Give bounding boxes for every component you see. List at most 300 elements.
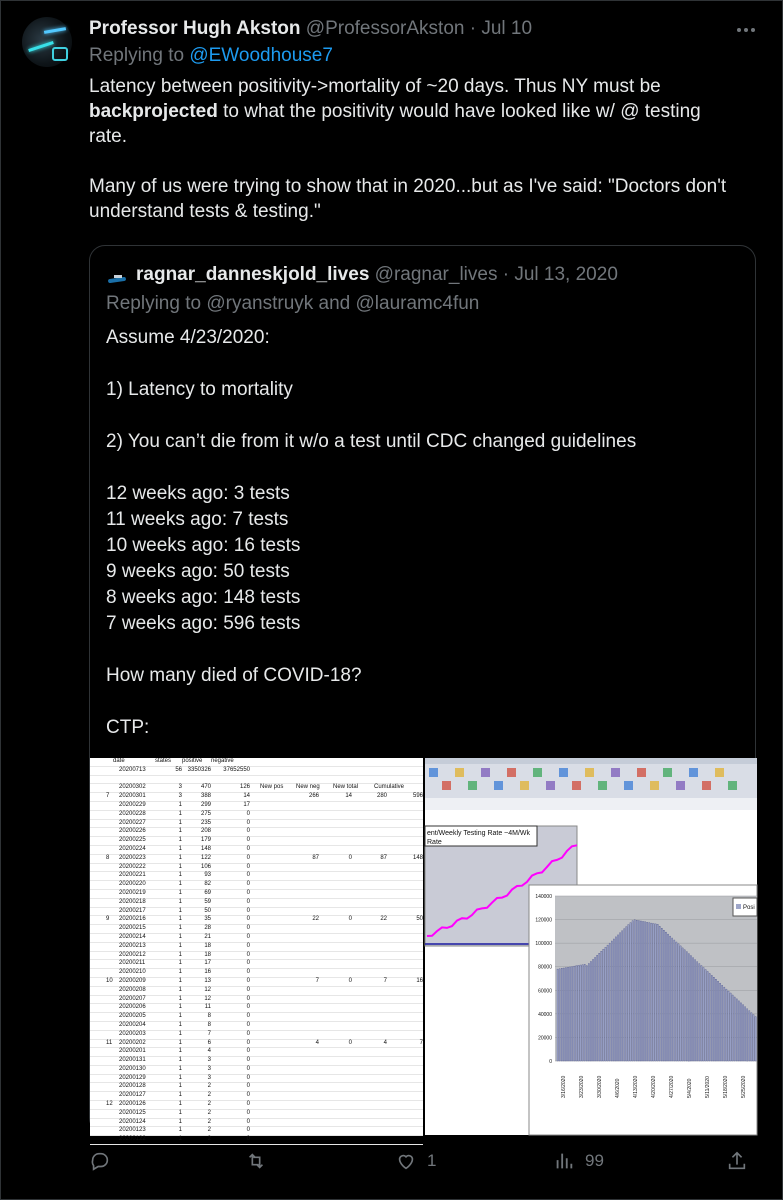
sheet-cell: 87	[312, 854, 319, 861]
sheet-row	[90, 820, 423, 829]
author-name[interactable]: Professor Hugh Akston	[89, 18, 301, 39]
sheet-cell: 0	[246, 881, 250, 888]
views-button[interactable]	[553, 1150, 604, 1172]
sheet-cell: 0	[246, 1109, 250, 1116]
positives-bar	[628, 925, 629, 1061]
sheet-header-cell: Cumulative	[374, 784, 405, 791]
sheet-cell: 3350326	[187, 766, 211, 773]
x-tick-label: 5/25/2020	[741, 1075, 747, 1098]
sheet-cell: 0	[246, 1057, 250, 1064]
toolbar-icon	[663, 768, 672, 777]
y-tick-label: 60000	[538, 988, 552, 995]
sheet-cell: 20200203	[119, 1030, 146, 1037]
positives-bar	[695, 960, 696, 1061]
sheet-row	[90, 784, 423, 793]
x-tick-label: 5/18/2020	[723, 1075, 729, 1098]
sheet-cell: 20200205	[119, 1013, 146, 1020]
x-tick-label: 4/6/2020	[615, 1078, 621, 1098]
sheet-cell: 3	[207, 1074, 211, 1081]
sheet-cell: 0	[246, 1065, 250, 1072]
positives-bar	[603, 949, 604, 1061]
positives-bar	[572, 967, 573, 1062]
quoted-replying-to: Replying to @ryanstruyk and @lauramc4fun	[106, 293, 480, 314]
sheet-cell: 1	[178, 881, 182, 888]
sheet-cell: 20200218	[119, 898, 146, 905]
toolbar-icon	[650, 781, 659, 790]
sheet-row	[90, 996, 423, 1005]
toolbar-icon	[572, 781, 581, 790]
positives-bar	[653, 924, 654, 1062]
views-count: 99	[585, 1151, 604, 1170]
sheet-week-label: 10	[106, 977, 113, 984]
sheet-cell: 1	[178, 1101, 182, 1108]
toolbar-icon	[715, 768, 724, 777]
positives-bar	[559, 969, 560, 1061]
sheet-row	[90, 925, 423, 934]
sheet-cell: 1	[178, 1118, 182, 1125]
positives-bar	[707, 971, 708, 1061]
sheet-cell: 470	[200, 784, 211, 791]
sheet-cell: 1	[178, 1065, 182, 1072]
sheet-cell: 20200215	[119, 925, 146, 932]
positives-bar	[630, 923, 631, 1061]
sheet-cell: 20200124	[119, 1118, 146, 1125]
sheet-cell: 1	[178, 828, 182, 835]
sheet-cell: 20200216	[119, 916, 146, 923]
quoted-header: ragnar_danneskjold_lives @ragnar_lives · Jul 13, 2020	[136, 264, 618, 285]
positives-bar	[711, 975, 712, 1061]
sheet-cell: 37652550	[223, 766, 250, 773]
sheet-cell: 50	[204, 907, 211, 914]
sheet-cell: 0	[246, 1004, 250, 1011]
legend-swatch	[736, 904, 741, 909]
positives-bar	[605, 947, 606, 1061]
sheet-cell: 35	[204, 916, 211, 923]
positives-bar	[692, 958, 693, 1061]
charts-image[interactable]	[425, 758, 757, 1135]
positives-bar	[686, 952, 687, 1061]
sheet-cell: 596	[412, 793, 423, 800]
toolbar-icon	[676, 781, 685, 790]
sheet-row	[90, 776, 423, 785]
positives-bar	[613, 939, 614, 1061]
sheet-row	[90, 881, 423, 890]
sheet-cell: 0	[246, 1030, 250, 1037]
positives-bar	[595, 957, 596, 1061]
toolbar-icon	[598, 781, 607, 790]
sheet-cell: 0	[246, 907, 250, 914]
sheet-cell: 2	[207, 1127, 211, 1134]
quoted-text: Assume 4/23/2020: 1) Latency to mortality 2) You can’t die from it w/o a test until CDC changed guidelines 12 weeks ago: 3 tests 11 weeks ago: 7 tests 10 weeks ago: 16 tests 9 weeks ago: 50 tests 8 weeks ago: 148 tests 7 weeks ago: 596 tests How many died of COVID-18? CTP:	[106, 327, 637, 738]
positives-bar	[638, 921, 639, 1061]
sheet-cell: 1	[178, 854, 182, 861]
positives-bar	[672, 938, 673, 1061]
positives-bar	[649, 923, 650, 1061]
sheet-cell: 69	[204, 889, 211, 896]
positives-bar	[697, 962, 698, 1061]
sheet-cell: 0	[246, 1101, 250, 1108]
sheet-cell: 0	[246, 916, 250, 923]
sheet-cell: 0	[246, 1127, 250, 1134]
sheet-cell: 0	[246, 1039, 250, 1046]
quoted-media[interactable]	[90, 758, 757, 1143]
sheet-cell: 1	[178, 916, 182, 923]
toolbar-icon	[429, 768, 438, 777]
toolbar-icon	[611, 768, 620, 777]
sheet-row	[90, 987, 423, 996]
sheet-cell: 1	[178, 960, 182, 967]
sheet-cell: 82	[204, 881, 211, 888]
sheet-header-cell: New pos	[260, 784, 284, 791]
sheet-cell: 0	[348, 916, 352, 923]
reply-icon	[89, 1150, 111, 1172]
positives-bar	[667, 934, 668, 1061]
replying-to: Replying to @EWoodhouse7	[89, 45, 333, 66]
sheet-cell: 0	[348, 1039, 352, 1046]
sheet-cell: 1	[178, 889, 182, 896]
sheet-cell: 179	[200, 837, 211, 844]
sheet-cell: 87	[380, 854, 387, 861]
quoted-author-handle: @ragnar_lives	[374, 264, 498, 285]
sheet-cell: 22	[380, 916, 387, 923]
sheet-header-cell: New total	[333, 784, 359, 791]
sheet-header-cell: states	[155, 758, 172, 764]
positives-bar	[730, 993, 731, 1061]
positives-bar	[647, 922, 648, 1061]
sheet-cell: 21	[204, 933, 211, 940]
y-tick-label: 120000	[535, 917, 552, 924]
sheet-cell: 20200126	[119, 1101, 146, 1108]
sheet-cell: 4	[315, 1039, 319, 1046]
sheet-cell: 0	[246, 1021, 250, 1028]
sheet-cell: 7	[207, 1030, 211, 1037]
positives-bar	[634, 920, 635, 1061]
sheet-cell: 1	[178, 1048, 182, 1055]
sheet-cell: 0	[246, 960, 250, 967]
x-tick-label: 4/13/2020	[633, 1075, 639, 1098]
positives-bar	[611, 941, 612, 1061]
sheet-row	[90, 1127, 423, 1136]
sheet-cell: 0	[246, 810, 250, 817]
sheet-cell: 0	[246, 819, 250, 826]
reply-button[interactable]	[89, 1150, 121, 1172]
sheet-cell: 20200122	[119, 1136, 146, 1143]
sheet-cell: 1	[178, 837, 182, 844]
positives-bar	[722, 985, 723, 1061]
retweet-button[interactable]	[245, 1150, 277, 1172]
positives-bar	[670, 936, 671, 1061]
positives-bar	[636, 920, 637, 1061]
sheet-cell: 1	[178, 863, 182, 870]
sheet-cell: 0	[246, 942, 250, 949]
sheet-row	[90, 1066, 423, 1075]
sheet-cell: 1	[178, 907, 182, 914]
positives-bar	[557, 969, 558, 1061]
positives-bar	[736, 999, 737, 1061]
y-tick-label: 20000	[538, 1035, 552, 1042]
x-tick-label: 3/30/2020	[597, 1075, 603, 1098]
sheet-cell: 20200130	[119, 1065, 146, 1072]
positives-bar	[565, 968, 566, 1061]
positives-bar	[663, 930, 664, 1061]
toolbar-icon	[728, 781, 737, 790]
sheet-cell: 20200217	[119, 907, 146, 914]
sheet-row	[90, 828, 423, 837]
positives-bar	[574, 966, 575, 1061]
sheet-cell: 28	[204, 925, 211, 932]
sheet-cell: 93	[204, 872, 211, 879]
positives-bar	[567, 967, 568, 1061]
sheet-week-label: 12	[106, 1101, 113, 1108]
share-button[interactable]	[726, 1150, 748, 1172]
sheet-cell: 20200222	[119, 863, 146, 870]
author-handle[interactable]: @ProfessorAkston	[305, 18, 465, 39]
positives-bar	[705, 970, 706, 1062]
y-tick-label: 40000	[538, 1011, 552, 1018]
toolbar-icon	[468, 781, 477, 790]
sheet-cell: 20200302	[119, 784, 146, 791]
sheet-cell: 126	[239, 784, 250, 791]
sheet-cell: 1	[178, 1109, 182, 1116]
positives-bar	[751, 1013, 752, 1061]
x-tick-label: 5/11/2020	[705, 1076, 711, 1098]
sheet-cell: 16	[416, 977, 423, 984]
positives-bar	[732, 995, 733, 1061]
positives-bar	[740, 1003, 741, 1061]
sheet-cell: 20200220	[119, 881, 146, 888]
sheet-row	[90, 864, 423, 873]
sheet-cell: 235	[200, 819, 211, 826]
positives-bar	[590, 962, 591, 1062]
sheet-cell: 0	[246, 845, 250, 852]
sheet-cell: 20200128	[119, 1083, 146, 1090]
sheet-cell: 299	[200, 801, 211, 808]
sheet-header-cell: positive	[182, 758, 203, 764]
sheet-row	[90, 1101, 423, 1110]
sheet-cell: 0	[246, 951, 250, 958]
positives-bar	[655, 924, 656, 1061]
sheet-cell: 20200213	[119, 942, 146, 949]
sheet-row	[90, 802, 423, 811]
sheet-cell: 20200131	[119, 1057, 146, 1064]
sheet-cell: 20200713	[119, 766, 146, 773]
positives-bar	[747, 1009, 748, 1061]
sheet-cell: 20200129	[119, 1074, 146, 1081]
sheet-cell: 1	[178, 1057, 182, 1064]
sheet-header-cell: negative	[211, 758, 234, 764]
x-tick-label: 4/20/2020	[651, 1075, 657, 1098]
quoted-author-name: ragnar_danneskjold_lives	[136, 264, 370, 285]
sheet-cell: 1	[178, 1030, 182, 1037]
toolbar-icon	[689, 768, 698, 777]
positives-bar	[586, 966, 587, 1061]
charts-screenshot	[425, 758, 757, 1135]
sheet-cell: 0	[246, 1092, 250, 1099]
sheet-cell: 2	[207, 1092, 211, 1099]
spreadsheet	[90, 758, 423, 1145]
positives-bar	[688, 954, 689, 1061]
sheet-cell: 20200212	[119, 951, 146, 958]
sheet-cell: 0	[246, 1136, 250, 1143]
sheet-cell: 20200125	[119, 1109, 146, 1116]
sheet-header-cell: date	[113, 758, 125, 764]
sheet-cell: 4	[207, 1048, 211, 1055]
sheet-cell: 16	[204, 969, 211, 976]
sheet-cell: 1	[178, 977, 182, 984]
positives-bar	[709, 973, 710, 1061]
positives-bar	[738, 1001, 739, 1061]
positives-bar	[578, 965, 579, 1061]
positives-bar	[701, 966, 702, 1062]
sheet-week-label: 11	[106, 1039, 113, 1046]
positives-bar	[676, 942, 677, 1061]
sheet-cell: 8	[207, 1013, 211, 1020]
positives-bar	[561, 968, 562, 1061]
sheet-cell: 59	[204, 898, 211, 905]
sheet-cell: 1	[178, 1083, 182, 1090]
sheet-cell: 2	[207, 1083, 211, 1090]
sheet-week-label: 7	[106, 793, 110, 800]
positives-bar	[651, 923, 652, 1061]
tweet-date[interactable]: Jul 10	[481, 18, 533, 39]
sheet-cell: 1	[178, 951, 182, 958]
positives-bar	[728, 991, 729, 1061]
sheet-cell: 20200223	[119, 854, 146, 861]
spreadsheet-image[interactable]	[90, 758, 423, 1143]
sheet-cell: 20200123	[119, 1127, 146, 1134]
x-tick-label: 3/16/2020	[561, 1075, 567, 1098]
positives-bar	[734, 997, 735, 1061]
y-tick-label: 140000	[535, 894, 552, 900]
sheet-cell: 148	[200, 845, 211, 852]
sheet-cell: 6	[207, 1039, 211, 1046]
sheet-cell: 20200225	[119, 837, 146, 844]
sheet-row	[90, 793, 423, 802]
quoted-tweet[interactable]	[89, 245, 756, 1143]
y-tick-label: 0	[549, 1059, 552, 1065]
positives-bar	[642, 921, 643, 1061]
sheet-cell: 0	[246, 898, 250, 905]
more-options-icon[interactable]	[734, 20, 758, 40]
sheet-cell: 0	[246, 854, 250, 861]
sheet-cell: 3	[207, 1065, 211, 1072]
positives-bar	[724, 987, 725, 1061]
sheet-cell: 1	[178, 986, 182, 993]
positives-bar	[588, 964, 589, 1062]
positives-bar	[582, 965, 583, 1061]
positives-bar	[680, 946, 681, 1061]
sheet-cell: 0	[246, 995, 250, 1002]
sheet-row	[90, 943, 423, 952]
testing-chart-title2: Rate	[427, 839, 442, 846]
sheet-cell: 1	[178, 819, 182, 826]
action-bar	[89, 1150, 759, 1180]
author-avatar[interactable]	[22, 17, 72, 67]
replying-to-handle[interactable]: @EWoodhouse7	[189, 45, 333, 66]
sheet-cell: 106	[200, 863, 211, 870]
x-tick-label: 4/27/2020	[669, 1075, 675, 1098]
sheet-row	[90, 855, 423, 864]
positives-bar	[682, 948, 683, 1061]
toolbar-icon	[494, 781, 503, 790]
sheet-week-label: 8	[106, 854, 110, 861]
sheet-cell: 3	[178, 793, 182, 800]
retweet-icon	[245, 1150, 267, 1172]
x-tick-label: 3/23/2020	[579, 1075, 585, 1098]
positives-bar	[742, 1005, 743, 1061]
positives-bar	[674, 940, 675, 1061]
sheet-cell: 20200209	[119, 977, 146, 984]
positives-bar	[749, 1011, 750, 1061]
positives-bar	[615, 937, 616, 1061]
toolbar-icon	[559, 768, 568, 777]
positives-bar	[699, 964, 700, 1061]
sheet-cell: 20200301	[119, 793, 146, 800]
sheet-row	[90, 1031, 423, 1040]
sheet-cell: 1	[178, 1127, 182, 1134]
sheet-cell: 2	[207, 1118, 211, 1125]
sheet-cell: 7	[419, 1039, 423, 1046]
positives-bar	[597, 955, 598, 1061]
sheet-cell: 50	[416, 916, 423, 923]
sheet-cell: 1	[178, 1092, 182, 1099]
positives-bar	[755, 1017, 756, 1061]
positives-bar	[626, 927, 627, 1061]
sheet-cell: 388	[200, 793, 211, 800]
sheet-cell: 7	[315, 977, 319, 984]
sheet-cell: 1	[178, 1136, 182, 1143]
sheet-row	[90, 1092, 423, 1101]
sheet-cell: 0	[246, 1048, 250, 1055]
sheet-cell: 1	[178, 925, 182, 932]
sheet-cell: 1	[178, 801, 182, 808]
positives-bar	[684, 950, 685, 1061]
positives-bar	[607, 945, 608, 1061]
sheet-cell: 8	[207, 1021, 211, 1028]
sheet-cell: 1	[178, 969, 182, 976]
sheet-cell: 122	[200, 854, 211, 861]
sheet-cell: 1	[178, 872, 182, 879]
positives-bar	[592, 959, 593, 1061]
positives-bar	[726, 989, 727, 1061]
sheet-cell: 2	[207, 1136, 211, 1143]
sheet-row	[90, 1048, 423, 1057]
positives-bar	[640, 921, 641, 1061]
positives-bar	[717, 981, 718, 1061]
sheet-cell: 0	[246, 863, 250, 870]
sheet-cell: 4	[383, 1039, 387, 1046]
positives-bar	[720, 983, 721, 1061]
sheet-cell: 20200226	[119, 828, 146, 835]
sheet-row	[90, 916, 423, 925]
sheet-cell: 20200228	[119, 810, 146, 817]
sheet-cell: 20200224	[119, 845, 146, 852]
sheet-week-label: 9	[106, 916, 110, 923]
toolbar-icon	[637, 768, 646, 777]
positives-bar	[624, 929, 625, 1061]
sheet-cell: 20200210	[119, 969, 146, 976]
sheet-cell: 22	[312, 916, 319, 923]
sheet-cell: 3	[178, 784, 182, 791]
sheet-cell: 0	[348, 854, 352, 861]
sheet-cell: 20200227	[119, 819, 146, 826]
like-button[interactable]	[395, 1150, 436, 1172]
positives-bar	[745, 1007, 746, 1061]
sheet-cell: 20200229	[119, 801, 146, 808]
sheet-cell: 280	[376, 793, 387, 800]
positives-bar	[599, 953, 600, 1061]
sheet-cell: 18	[204, 942, 211, 949]
